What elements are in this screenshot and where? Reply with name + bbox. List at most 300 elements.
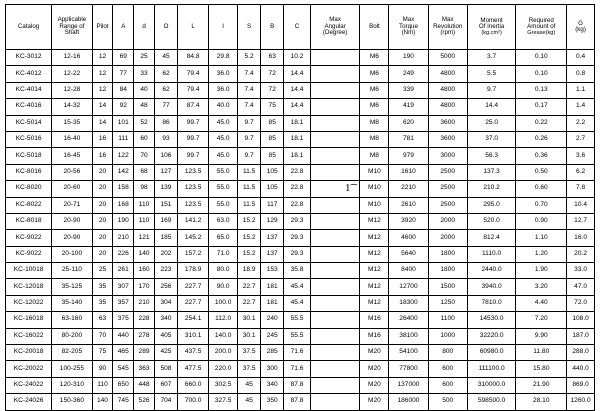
- table-cell: 55.0: [209, 181, 238, 197]
- table-cell: M6: [360, 66, 389, 82]
- table-cell: 3000: [428, 148, 467, 164]
- header-max-torque-line1: Max: [402, 16, 415, 24]
- table-cell: KC-12022: [6, 295, 52, 311]
- table-cell: KC-4014: [6, 82, 52, 98]
- table-cell: 210.2: [467, 181, 516, 197]
- table-cell: 210: [113, 230, 134, 246]
- table-cell: 142: [113, 164, 134, 180]
- table-cell: 4800: [428, 82, 467, 98]
- table-cell: 84: [113, 82, 134, 98]
- table-cell: [310, 246, 360, 262]
- table-cell: 108.0: [567, 312, 595, 328]
- header-bolt-label: Bolt: [369, 22, 380, 30]
- table-row[interactable]: [6, 66, 595, 82]
- header-moment-line1: Moment: [480, 16, 503, 24]
- table-cell: 620: [389, 115, 428, 131]
- table-cell: 25.0: [467, 115, 516, 131]
- table-cell: 65.0: [209, 230, 238, 246]
- table-cell: 29.3: [284, 213, 311, 229]
- header-moment-line2: Of Inertia: [478, 23, 505, 31]
- table-cell: 227.7: [178, 279, 209, 295]
- specification-table-container: [5, 4, 595, 411]
- table-row[interactable]: [6, 312, 595, 328]
- table-cell: 425: [154, 345, 177, 361]
- table-row[interactable]: [6, 295, 595, 311]
- table-cell: 5.2: [238, 50, 261, 66]
- table-cell: 600: [428, 377, 467, 393]
- table-cell: 448: [134, 377, 155, 393]
- table-cell: 35.8: [284, 263, 311, 279]
- table-cell: 228: [134, 312, 155, 328]
- table-cell: 63: [92, 312, 113, 328]
- table-cell: 10.2: [284, 50, 311, 66]
- table-cell: 704: [154, 394, 177, 410]
- table-cell: 137.3: [467, 164, 516, 180]
- table-cell: 14: [92, 115, 113, 131]
- table-body: [6, 50, 595, 411]
- table-cell: 9.7: [238, 131, 261, 147]
- table-row[interactable]: [6, 246, 595, 262]
- table-cell: [310, 66, 360, 82]
- table-cell: 38100: [389, 328, 428, 344]
- table-cell: 105: [261, 181, 284, 197]
- table-cell: 310.1: [178, 328, 209, 344]
- table-header-row: [6, 5, 595, 50]
- table-cell: 45: [154, 50, 177, 66]
- table-row[interactable]: [6, 394, 595, 410]
- table-cell: 14.4: [284, 66, 311, 82]
- table-cell: 0.50: [516, 164, 567, 180]
- table-cell: 110: [134, 213, 155, 229]
- table-cell: M12: [360, 295, 389, 311]
- table-cell: 63-160: [52, 312, 92, 328]
- table-cell: 700.0: [178, 394, 209, 410]
- table-row[interactable]: [6, 230, 595, 246]
- table-cell: KC-20018: [6, 345, 52, 361]
- table-cell: M20: [360, 361, 389, 377]
- header-a: [113, 5, 134, 50]
- specification-table: [5, 4, 595, 411]
- table-cell: 140.0: [209, 328, 238, 344]
- table-row[interactable]: [6, 99, 595, 115]
- table-cell: 100-255: [52, 361, 92, 377]
- table-cell: 45.0: [209, 148, 238, 164]
- table-cell: 2.2: [567, 115, 595, 131]
- table-cell: [310, 394, 360, 410]
- header-max-revolution: [428, 5, 467, 50]
- table-cell: 37.0: [467, 131, 516, 147]
- table-cell: 340: [154, 312, 177, 328]
- table-cell: 12: [92, 66, 113, 82]
- table-cell: KC-5016: [6, 131, 52, 147]
- table-cell: [310, 361, 360, 377]
- table-cell: 4800: [428, 99, 467, 115]
- table-cell: 2.7: [567, 131, 595, 147]
- table-cell: 288.0: [567, 345, 595, 361]
- table-cell: 72: [261, 82, 284, 98]
- table-cell: 35-140: [52, 295, 92, 311]
- table-cell: 1800: [428, 246, 467, 262]
- table-cell: 7.20: [516, 312, 567, 328]
- table-cell: 812.4: [467, 230, 516, 246]
- table-cell: 63.0: [209, 213, 238, 229]
- header-applicable-range-line2: Range of: [59, 22, 85, 30]
- table-row[interactable]: [6, 328, 595, 344]
- table-cell: 101: [113, 115, 134, 131]
- table-cell: 140: [134, 246, 155, 262]
- table-cell: 93: [154, 131, 177, 147]
- table-cell: M20: [360, 394, 389, 410]
- header-max-angular-line1: Max: [329, 16, 341, 24]
- table-cell: 12-28: [52, 82, 92, 98]
- table-cell: 1000: [428, 328, 467, 344]
- table-cell: 1.1: [567, 82, 595, 98]
- table-cell: [310, 115, 360, 131]
- table-cell: 25-110: [52, 263, 92, 279]
- table-cell: 140: [92, 394, 113, 410]
- table-cell: 178.9: [178, 263, 209, 279]
- table-row[interactable]: [6, 263, 595, 279]
- table-cell: 285: [261, 345, 284, 361]
- table-cell: 9.7: [467, 82, 516, 98]
- table-cell: 4600: [389, 230, 428, 246]
- table-row[interactable]: [6, 82, 595, 98]
- table-cell: 68: [134, 164, 155, 180]
- table-row[interactable]: [6, 50, 595, 66]
- table-cell: 151: [154, 197, 177, 213]
- table-cell: KC-5014: [6, 115, 52, 131]
- table-cell: 477.5: [178, 361, 209, 377]
- table-cell: 357: [113, 295, 134, 311]
- table-cell: 12700: [389, 279, 428, 295]
- table-cell: 7.4: [238, 82, 261, 98]
- table-cell: M12: [360, 263, 389, 279]
- table-cell: KC-16018: [6, 312, 52, 328]
- table-cell: 440: [113, 328, 134, 344]
- table-cell: 12-22: [52, 66, 92, 82]
- table-cell: 122: [113, 148, 134, 164]
- table-cell: 22.8: [284, 197, 311, 213]
- header-g: [567, 5, 595, 50]
- table-cell: 55.5: [284, 328, 311, 344]
- table-cell: 16-40: [52, 131, 92, 147]
- header-grease-line3: Grease(kg): [527, 29, 556, 36]
- table-cell: 137: [261, 230, 284, 246]
- table-cell: 84.8: [178, 50, 209, 66]
- header-applicable-range-line3: Shaft: [64, 29, 80, 37]
- table-cell: 0.10: [516, 66, 567, 82]
- table-cell: 30.1: [238, 312, 261, 328]
- table-cell: 16-45: [52, 148, 92, 164]
- table-cell: 405: [154, 328, 177, 344]
- table-cell: 110: [92, 377, 113, 393]
- table-cell: 220.0: [209, 361, 238, 377]
- table-cell: 22.8: [284, 164, 311, 180]
- table-cell: 3600: [428, 131, 467, 147]
- table-cell: 11.80: [516, 345, 567, 361]
- table-cell: 33.0: [567, 263, 595, 279]
- table-cell: 419: [389, 99, 428, 115]
- table-cell: 40.0: [209, 99, 238, 115]
- table-cell: 137: [261, 246, 284, 262]
- table-cell: 2500: [428, 164, 467, 180]
- table-cell: 18300: [389, 295, 428, 311]
- header-l: [178, 5, 209, 50]
- header-c-label: C: [294, 22, 300, 30]
- table-cell: 261: [113, 263, 134, 279]
- table-cell: 202: [154, 246, 177, 262]
- table-cell: [310, 164, 360, 180]
- table-cell: 20: [92, 197, 113, 213]
- table-cell: 210: [134, 295, 155, 311]
- table-cell: [310, 230, 360, 246]
- table-cell: M10: [360, 181, 389, 197]
- table-cell: 226: [113, 246, 134, 262]
- table-cell: M8: [360, 131, 389, 147]
- table-cell: [310, 279, 360, 295]
- table-cell: 85: [261, 115, 284, 131]
- header-applicable-range: [52, 5, 92, 50]
- table-cell: 520.0: [467, 213, 516, 229]
- table-cell: 105: [261, 164, 284, 180]
- table-cell: 0.4: [567, 50, 595, 66]
- table-cell: 0.26: [516, 131, 567, 147]
- table-row[interactable]: [6, 181, 595, 197]
- header-s: [238, 5, 261, 50]
- header-pilot-label: Pilot: [96, 22, 109, 30]
- table-cell: 90: [92, 361, 113, 377]
- table-cell: 22.7: [238, 295, 261, 311]
- table-cell: 1.4: [567, 99, 595, 115]
- table-cell: 71.6: [284, 361, 311, 377]
- table-cell: M6: [360, 82, 389, 98]
- table-cell: 0.17: [516, 99, 567, 115]
- table-cell: 660.0: [178, 377, 209, 393]
- table-cell: 240: [261, 312, 284, 328]
- table-cell: 3.6: [567, 148, 595, 164]
- table-cell: 20: [92, 230, 113, 246]
- table-cell: 7.8: [567, 181, 595, 197]
- table-cell: 350: [261, 394, 284, 410]
- table-cell: 120-310: [52, 377, 92, 393]
- header-moment-of-inertia: [467, 5, 516, 50]
- table-cell: 2000: [428, 213, 467, 229]
- table-cell: 0.22: [516, 115, 567, 131]
- table-cell: 123.5: [178, 164, 209, 180]
- table-cell: 69: [113, 50, 134, 66]
- table-cell: M16: [360, 328, 389, 344]
- table-cell: [310, 197, 360, 213]
- table-cell: 1.20: [516, 246, 567, 262]
- table-cell: 16: [92, 148, 113, 164]
- table-cell: 123.5: [178, 197, 209, 213]
- table-cell: 20-56: [52, 164, 92, 180]
- table-cell: 139: [154, 181, 177, 197]
- table-cell: 1610: [389, 164, 428, 180]
- header-s-label: S: [247, 22, 252, 30]
- table-cell: 190: [113, 213, 134, 229]
- table-cell: 26400: [389, 312, 428, 328]
- header-c: [284, 5, 311, 50]
- table-cell: KC-24022: [6, 377, 52, 393]
- table-cell: 35-125: [52, 279, 92, 295]
- table-cell: 77800: [389, 361, 428, 377]
- table-cell: 15.2: [238, 246, 261, 262]
- table-cell: 127: [154, 164, 177, 180]
- table-cell: 48: [134, 99, 155, 115]
- table-cell: 0.70: [516, 197, 567, 213]
- table-cell: 363: [134, 361, 155, 377]
- table-cell: 56.3: [467, 148, 516, 164]
- header-max-torque-line3: (Nm): [401, 29, 416, 37]
- table-cell: 87.4: [178, 99, 209, 115]
- table-cell: 45: [238, 377, 261, 393]
- table-cell: 110: [134, 197, 155, 213]
- table-cell: 3940.0: [467, 279, 516, 295]
- table-cell: 117: [261, 197, 284, 213]
- table-cell: 45.4: [284, 279, 311, 295]
- table-cell: 36.0: [209, 66, 238, 82]
- table-cell: 500: [428, 394, 467, 410]
- table-cell: 15.2: [238, 230, 261, 246]
- table-cell: 21.90: [516, 377, 567, 393]
- table-cell: 9.7: [238, 115, 261, 131]
- table-cell: 181: [261, 279, 284, 295]
- table-cell: 186000: [389, 394, 428, 410]
- header-max-revolution-line3: (rpm): [440, 29, 456, 37]
- table-cell: 60: [134, 131, 155, 147]
- table-cell: 25: [134, 50, 155, 66]
- table-cell: 4800: [428, 66, 467, 82]
- table-cell: 1100: [428, 312, 467, 328]
- table-cell: 9.90: [516, 328, 567, 344]
- table-cell: 12: [92, 82, 113, 98]
- header-bolt: [360, 5, 389, 50]
- table-cell: 2440.0: [467, 263, 516, 279]
- table-cell: 35: [92, 295, 113, 311]
- table-cell: [310, 295, 360, 311]
- table-cell: 9.7: [238, 148, 261, 164]
- table-cell: 72.0: [567, 295, 595, 311]
- table-cell: 18.1: [284, 148, 311, 164]
- table-cell: 150-360: [52, 394, 92, 410]
- table-cell: 37.5: [238, 361, 261, 377]
- table-cell: 2000: [428, 230, 467, 246]
- table-row[interactable]: [6, 361, 595, 377]
- table-cell: 99.7: [178, 115, 209, 131]
- table-row[interactable]: [6, 148, 595, 164]
- table-cell: 375: [113, 312, 134, 328]
- table-row[interactable]: [6, 164, 595, 180]
- table-cell: 440.0: [567, 361, 595, 377]
- table-cell: 87.8: [284, 394, 311, 410]
- table-cell: 598500.0: [467, 394, 516, 410]
- table-row[interactable]: [6, 213, 595, 229]
- table-row[interactable]: [6, 345, 595, 361]
- table-cell: KC-9022: [6, 246, 52, 262]
- table-cell: [310, 312, 360, 328]
- table-cell: 20-100: [52, 246, 92, 262]
- table-cell: 22.8: [284, 181, 311, 197]
- table-cell: 45.0: [209, 131, 238, 147]
- table-cell: 14.4: [284, 82, 311, 98]
- table-cell: 1800: [428, 263, 467, 279]
- table-cell: 310000.0: [467, 377, 516, 393]
- table-cell: [310, 50, 360, 66]
- table-cell: 20.2: [567, 246, 595, 262]
- table-cell: KC-10018: [6, 263, 52, 279]
- table-cell: 300: [261, 361, 284, 377]
- table-cell: 25: [92, 263, 113, 279]
- table-cell: [310, 99, 360, 115]
- table-cell: 55.5: [284, 312, 311, 328]
- table-cell: 72: [261, 66, 284, 82]
- table-cell: [310, 213, 360, 229]
- header-g-line2: (kg): [575, 26, 586, 33]
- table-cell: 20: [92, 164, 113, 180]
- table-cell: M10: [360, 197, 389, 213]
- table-cell: 302.5: [209, 377, 238, 393]
- table-row[interactable]: [6, 131, 595, 147]
- table-cell: 54100: [389, 345, 428, 361]
- header-o-label: O: [163, 22, 169, 30]
- table-cell: 7.4: [238, 66, 261, 82]
- table-cell: 245: [261, 328, 284, 344]
- table-cell: M12: [360, 246, 389, 262]
- table-cell: 11.5: [238, 164, 261, 180]
- table-cell: KC-8016: [6, 164, 52, 180]
- table-cell: 55.0: [209, 164, 238, 180]
- table-cell: 249: [389, 66, 428, 82]
- table-cell: 781: [389, 131, 428, 147]
- table-cell: 12-16: [52, 50, 92, 66]
- table-cell: 5000: [428, 50, 467, 66]
- table-cell: KC-4012: [6, 66, 52, 82]
- table-cell: 37.5: [238, 345, 261, 361]
- table-row[interactable]: [6, 377, 595, 393]
- header-b: [261, 5, 284, 50]
- table-cell: 20-90: [52, 230, 92, 246]
- table-cell: 14: [92, 99, 113, 115]
- table-cell: 339: [389, 82, 428, 98]
- table-cell: 3.20: [516, 279, 567, 295]
- table-cell: [310, 328, 360, 344]
- table-cell: 129: [261, 213, 284, 229]
- table-cell: 55.0: [209, 197, 238, 213]
- header-max-angular-line2: Angular: [324, 22, 346, 30]
- table-cell: 600: [428, 361, 467, 377]
- table-cell: 158: [113, 181, 134, 197]
- table-row[interactable]: [6, 197, 595, 213]
- table-cell: 1500: [428, 279, 467, 295]
- header-max-torque: [389, 5, 428, 50]
- table-cell: 5.5: [467, 66, 516, 82]
- table-cell: 157.2: [178, 246, 209, 262]
- header-l-label: L: [191, 22, 195, 30]
- table-cell: 15.2: [238, 213, 261, 229]
- table-cell: 254.1: [178, 312, 209, 328]
- table-cell: 256: [154, 279, 177, 295]
- table-row[interactable]: [6, 279, 595, 295]
- table-cell: 71.6: [284, 345, 311, 361]
- table-cell: 465: [113, 345, 134, 361]
- table-cell: 71.0: [209, 246, 238, 262]
- table-cell: 20-71: [52, 197, 92, 213]
- table-cell: 526: [134, 394, 155, 410]
- table-cell: 14.4: [284, 99, 311, 115]
- table-row[interactable]: [6, 115, 595, 131]
- table-cell: 111: [113, 131, 134, 147]
